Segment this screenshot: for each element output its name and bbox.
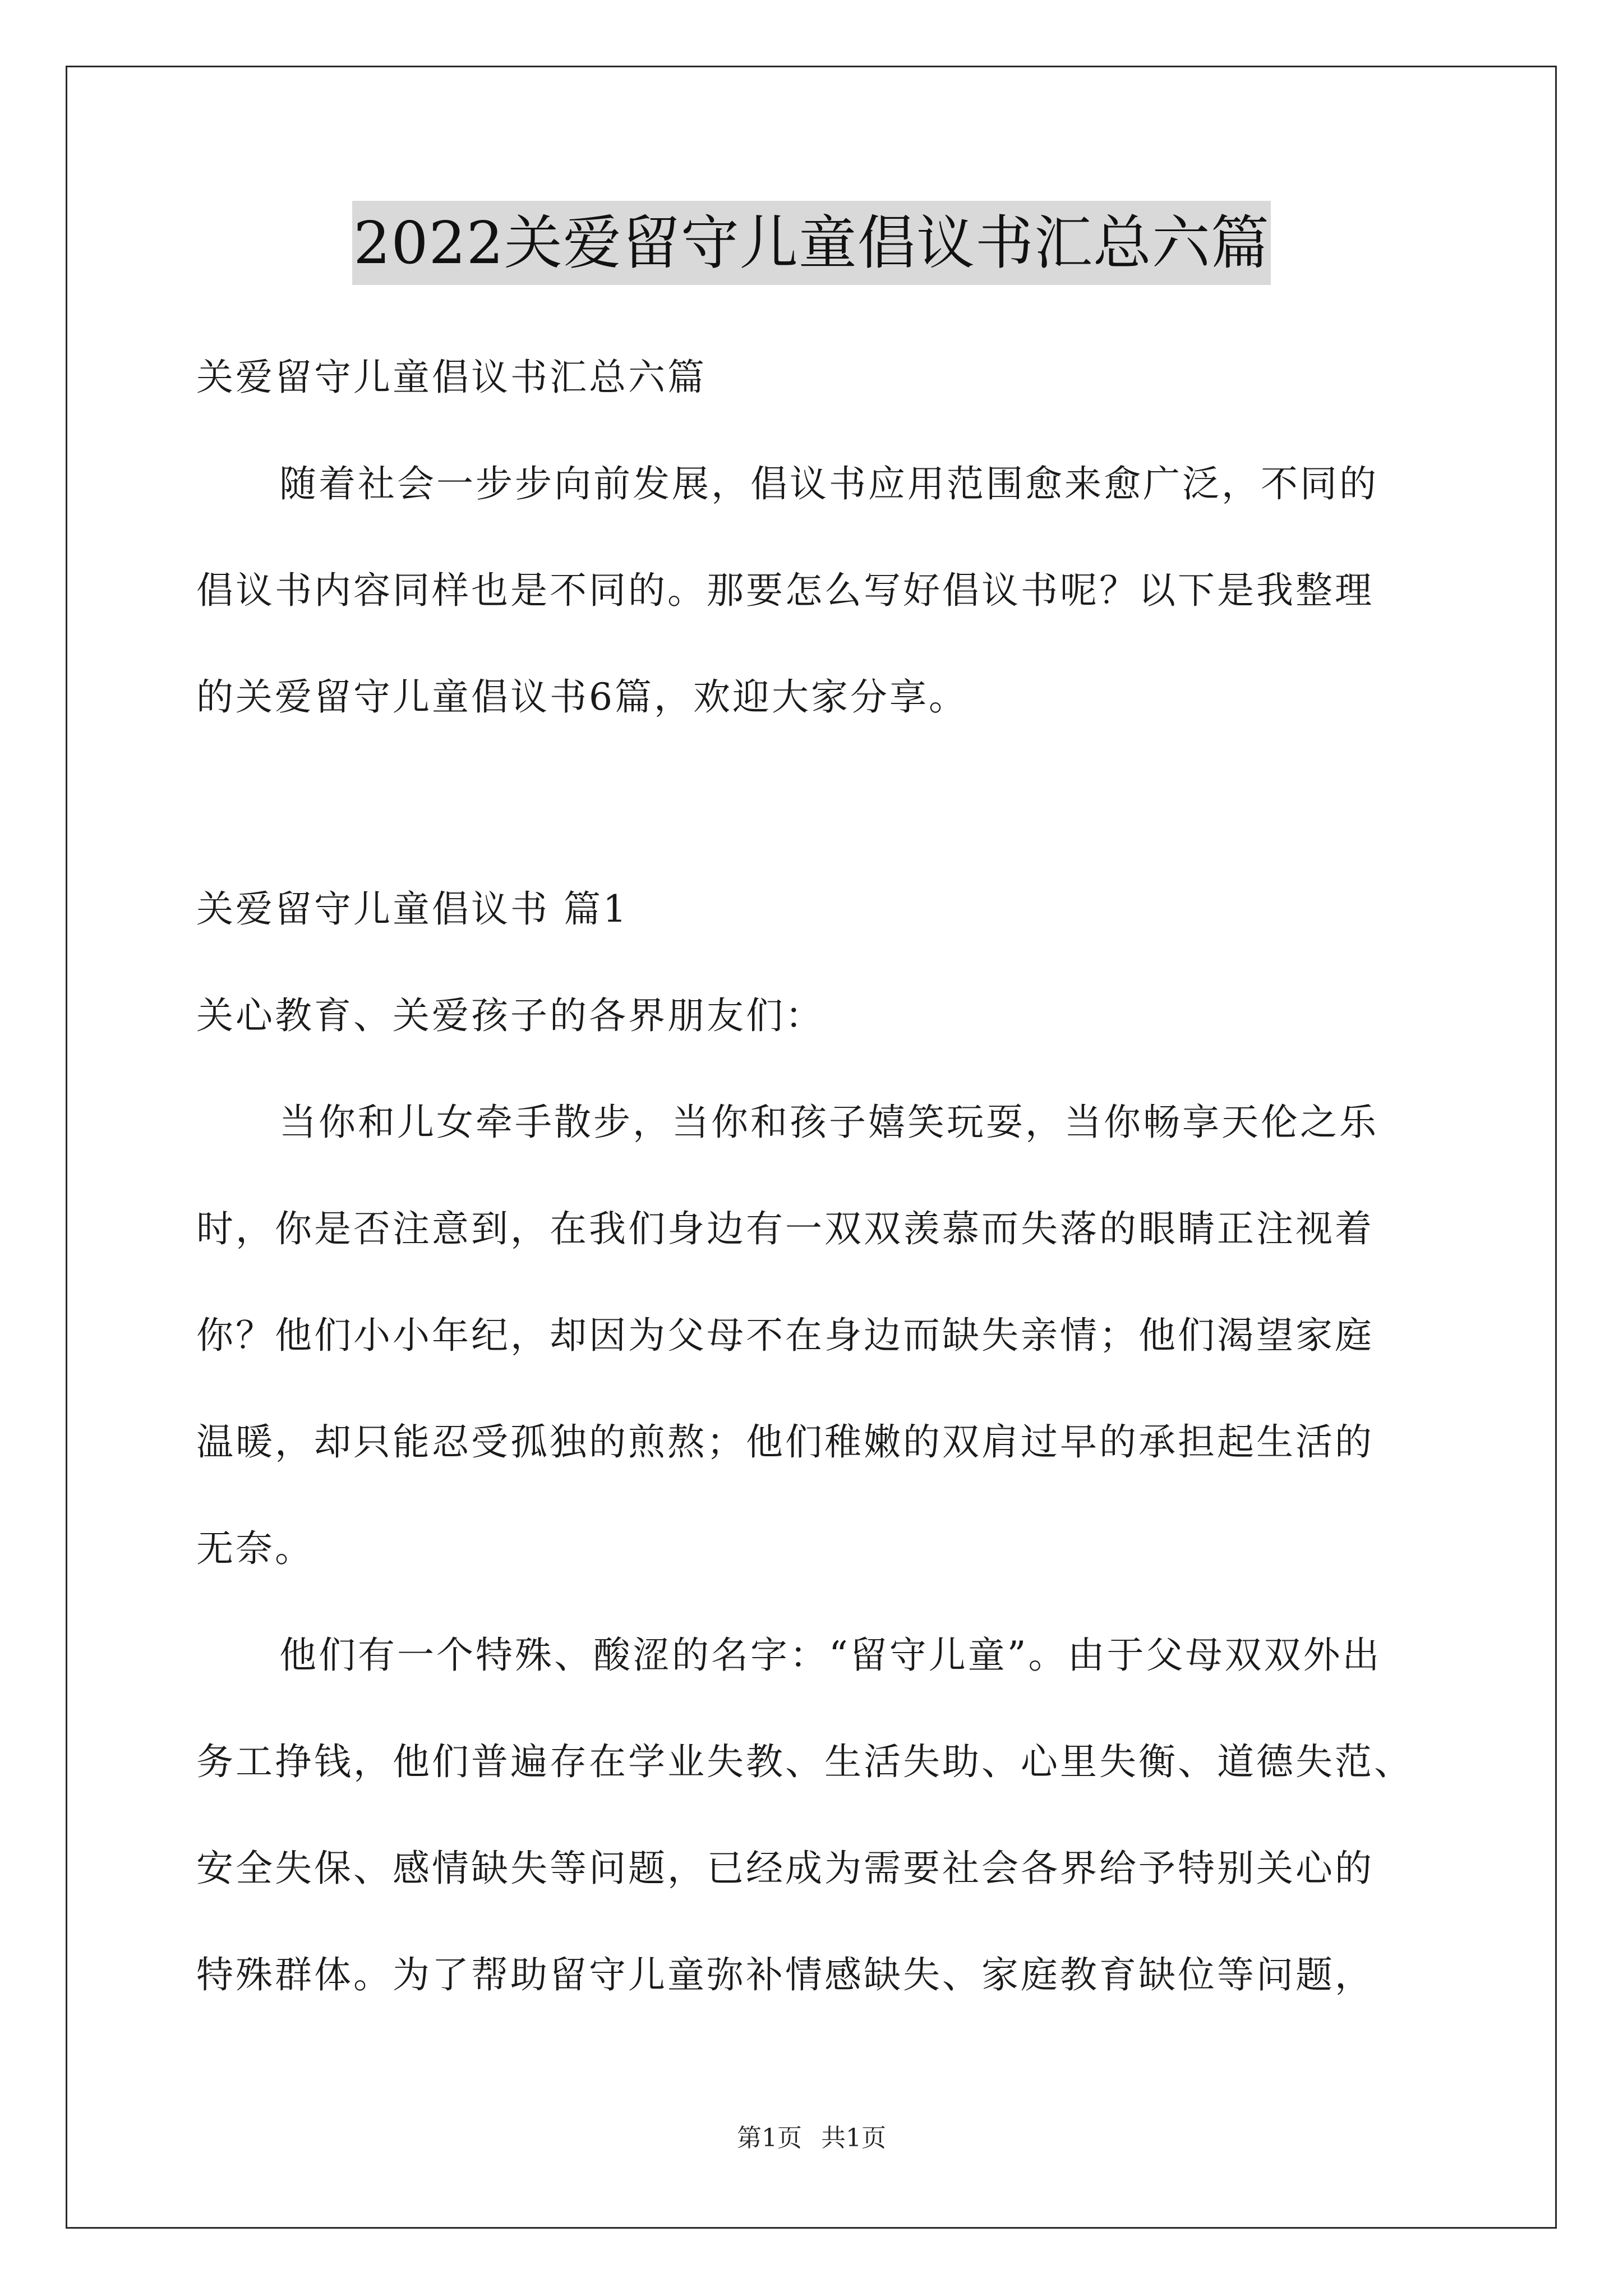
paragraph-1-line-1: 当你和儿女牵手散步，当你和孩子嬉笑玩耍，当你畅享天伦之乐: [279, 1101, 1378, 1144]
section-heading: 关爱留守儿童倡议书 篇1: [196, 887, 629, 931]
intro-line-2: 倡议书内容同样也是不同的。那要怎么写好倡议书呢？以下是我整理: [196, 569, 1374, 612]
document-subtitle: 关爱留守儿童倡议书汇总六篇: [196, 356, 707, 399]
document-title: 2022关爱留守儿童倡议书汇总六篇: [352, 201, 1271, 285]
page-footer: [0, 2122, 1623, 2155]
salutation: 关心教育、关爱孩子的各界朋友们：: [196, 994, 824, 1037]
paragraph-1-line-2: 时，你是否注意到，在我们身边有一双双羡慕而失落的眼睛正注视着: [196, 1207, 1374, 1250]
title-container: [0, 201, 1623, 285]
intro-line-1: 随着社会一步步向前发展，倡议书应用范围愈来愈广泛，不同的: [279, 462, 1378, 505]
paragraph-1-line-3: 你？他们小小年纪，却因为父母不在身边而缺失亲情；他们渴望家庭: [196, 1314, 1374, 1357]
page-number: 第1页: [737, 2124, 802, 2152]
intro-line-3: 的关爱留守儿童倡议书6篇，欢迎大家分享。: [196, 675, 968, 719]
total-pages: 共1页: [821, 2124, 886, 2152]
paragraph-2-line-3: 安全失保、感情缺失等问题，已经成为需要社会各界给予特别关心的: [196, 1847, 1374, 1890]
paragraph-2-line-4: 特殊群体。为了帮助留守儿童弥补情感缺失、家庭教育缺位等问题，: [196, 1953, 1374, 1996]
paragraph-1-line-4: 温暖，却只能忍受孤独的煎熬；他们稚嫩的双肩过早的承担起生活的: [196, 1420, 1374, 1464]
paragraph-2-line-2: 务工挣钱，他们普遍存在学业失教、生活失助、心里失衡、道德失范、: [196, 1740, 1413, 1783]
paragraph-1-line-5: 无奈。: [196, 1527, 314, 1570]
paragraph-2-line-1: 他们有一个特殊、酸涩的名字：“留守儿童”。由于父母双双外出: [279, 1634, 1382, 1677]
